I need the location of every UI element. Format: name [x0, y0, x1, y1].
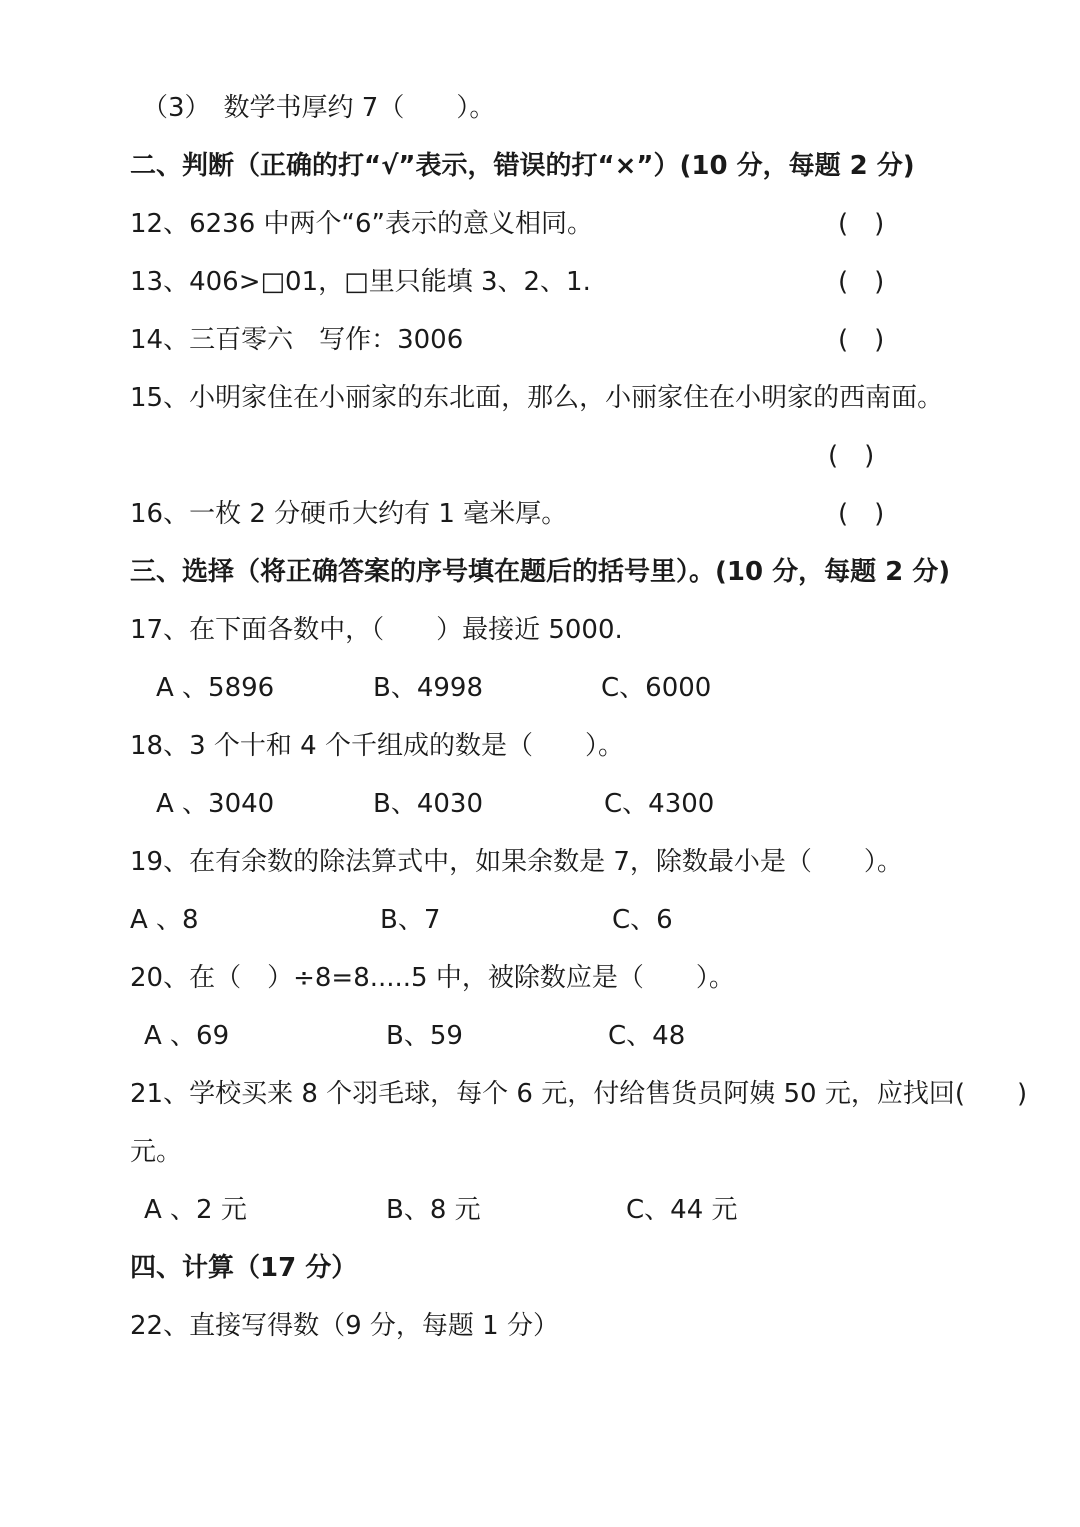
- section-2-title: 二、判断（正确的打“√”表示，错误的打“×”）(10 分，每题 2 分): [130, 151, 915, 181]
- item-3: （3） 数学书厚约 7（ ）。: [142, 93, 496, 123]
- q20-option-c[interactable]: C、48: [608, 1021, 686, 1051]
- q17-option-b[interactable]: B、4998: [373, 673, 484, 703]
- answer-paren-12[interactable]: ( ): [838, 209, 885, 239]
- answer-paren-13[interactable]: ( ): [838, 267, 885, 297]
- q18-option-a[interactable]: A 、3040: [156, 789, 275, 819]
- q19-option-a[interactable]: A 、8: [130, 905, 199, 935]
- question-21-continued: 元。: [130, 1137, 183, 1167]
- question-20: 20、在（ ）÷8=8.....5 中，被除数应是（ ）。: [130, 963, 735, 993]
- section-3-title: 三、选择（将正确答案的序号填在题后的括号里）。(10 分，每题 2 分): [130, 557, 951, 587]
- answer-paren-14[interactable]: ( ): [838, 325, 885, 355]
- q21-option-c[interactable]: C、44 元: [626, 1195, 738, 1225]
- answer-paren-15[interactable]: ( ): [828, 441, 875, 471]
- question-19: 19、在有余数的除法算式中，如果余数是 7，除数最小是（ ）。: [130, 847, 903, 877]
- question-18: 18、3 个十和 4 个千组成的数是（ ）。: [130, 731, 624, 761]
- q20-option-a[interactable]: A 、69: [144, 1021, 230, 1051]
- q20-option-b[interactable]: B、59: [386, 1021, 463, 1051]
- q19-option-b[interactable]: B、7: [380, 905, 441, 935]
- q21-option-b[interactable]: B、8 元: [386, 1195, 481, 1225]
- question-13: 13、406>□01，□里只能填 3、2、1.: [130, 267, 591, 297]
- question-15: 15、小明家住在小丽家的东北面，那么，小丽家住在小明家的西南面。: [130, 383, 944, 413]
- section-4-title: 四、计算（17 分）: [130, 1253, 358, 1283]
- question-12: 12、6236 中两个“6”表示的意义相同。: [130, 209, 593, 239]
- q17-option-a[interactable]: A 、5896: [156, 673, 275, 703]
- question-14: 14、三百零六 写作：3006: [130, 325, 464, 355]
- q18-option-c[interactable]: C、4300: [604, 789, 715, 819]
- q18-option-b[interactable]: B、4030: [373, 789, 484, 819]
- question-22: 22、直接写得数（9 分，每题 1 分）: [130, 1311, 559, 1341]
- question-16: 16、一枚 2 分硬币大约有 1 毫米厚。: [130, 499, 568, 529]
- q19-option-c[interactable]: C、6: [612, 905, 673, 935]
- answer-paren-16[interactable]: ( ): [838, 499, 885, 529]
- question-17: 17、在下面各数中，（ ）最接近 5000.: [130, 615, 623, 645]
- question-21: 21、学校买来 8 个羽毛球，每个 6 元，付给售货员阿姨 50 元，应找回( ): [130, 1079, 1028, 1109]
- q17-option-c[interactable]: C、6000: [601, 673, 712, 703]
- q21-option-a[interactable]: A 、2 元: [144, 1195, 247, 1225]
